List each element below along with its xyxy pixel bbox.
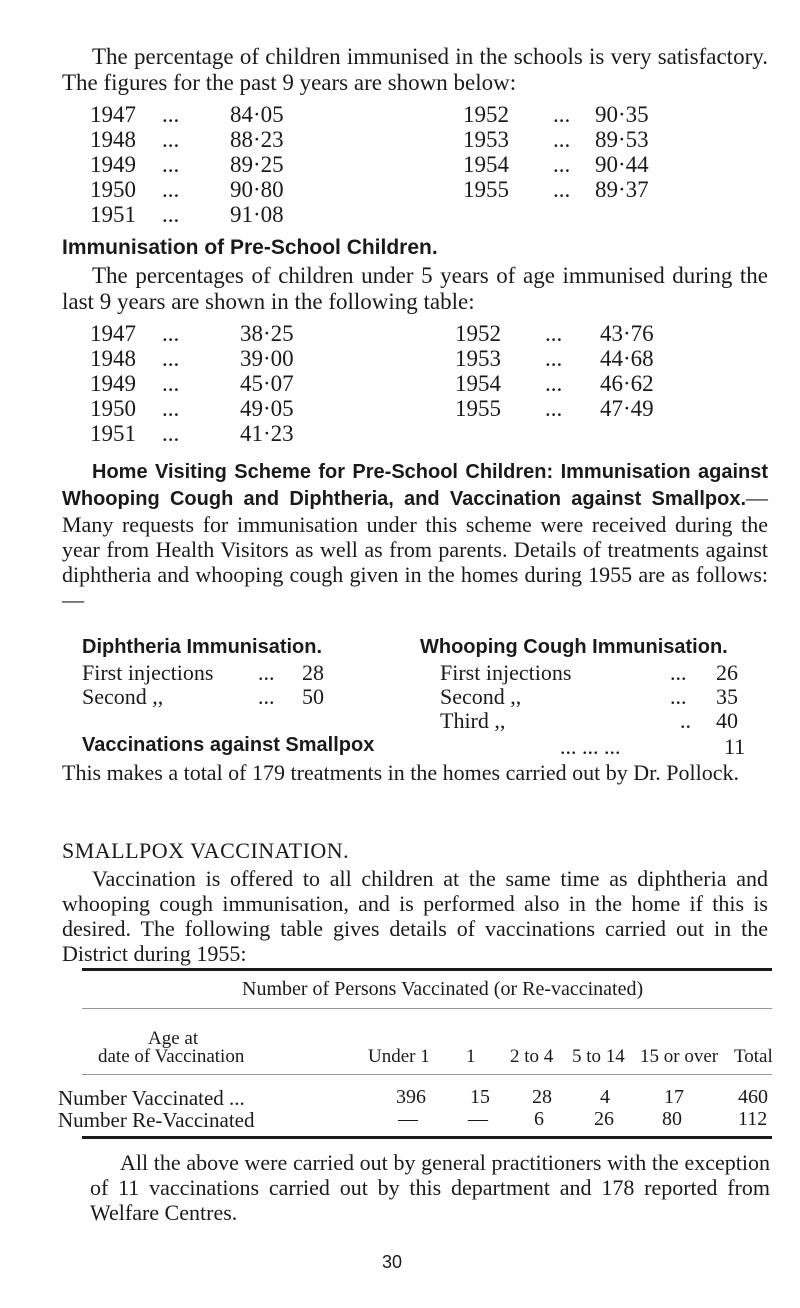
row-label: Number Re-Vaccinated	[58, 1108, 255, 1132]
smallpox-home-value: 11	[724, 734, 746, 759]
smallpox-text: Vaccination is offered to all children at the same time as diphtheria and whooping cough immunisation, and is performed also in the home if this is desired. The following table gives details of vaccinations carried out in the District during 1955:	[62, 866, 768, 966]
table-top-rule	[82, 968, 772, 971]
list-item: Third ,,	[440, 708, 506, 733]
home-visiting-heading: Home Visiting Scheme for Pre-School Children: Immunisation against Whooping Cough and Diphtheria, and Vaccination against Smallpox.	[62, 461, 768, 510]
total-paragraph: This makes a total of 179 treatments in the homes carried out by Dr. Pollock.	[62, 760, 739, 785]
smallpox-paragraph	[62, 866, 768, 966]
column-header: 2 to 4	[510, 1046, 554, 1067]
column-header: Under 1	[368, 1046, 430, 1067]
age-header-line1: Age at	[148, 1028, 199, 1049]
column-header: 15 or over	[640, 1046, 719, 1067]
whooping-title: Whooping Cough Immunisation.	[420, 636, 728, 658]
document-page: The percentage of children immunised in the schools is very satisfactory. The figures for the past 9 years are shown below: 1947 ... 84·05 1948 ... 88·23 1949 ... 89·25 1950 ... 90·80 1951 ... 91·08 1952 ... 90·35 1953 ... 89·53 1954 ... 90·44 1955 ... 89·37 Immunisation of Pre-School Children. The percentages of children under 5 years of age immunised during the last 9 years are shown in the following table: 1947 ... 38·25 1948 ... 39·00 1949 ... 45·07 1950 ... 49·05 1951 ... 41·23 1952 ... 43·76 1953 ... 44·68 1954 ... 46·62 1955 ... 47·49 Home Visiting Scheme for Pre-School Children: Immunisation against Whooping Cough and Diphtheria, and Vaccination against Smallpox.—Many requests for immunisation under this scheme were received during the year from Health Visitors as well as from parents. Details of treatments against diphtheria and whooping cough given in the homes during 1955 are as follows:— Diphtheria Immunisation. Whooping Cough Immunisation. First injections ... 28 Second ,, ... 50 First injections ... 26 Second ,, ... 35 Third ,, .. 40 Vaccinations against Smallpox ... ... ... 11 This makes a total of 179 treatments in the homes carried out by Dr. Pollock. SMALLPOX VACCINATION. Vaccination is offered to all children at the same time as diphtheria and whooping cough immunisation, and is performed also in the home if this is desired. The following table gives details of vaccinations carried out in the District during 1955: Number of Persons Vaccinated (or Re-vaccinated) Age at date of Vaccination Under 1 1 2 to 4 5 to 14 15 or over Total Number Vaccinated ... 396 15 28 4 17 460 Number Re-Vaccinated — — 6 26 80 112 All the above were carried out by general practitioners with the exception of 11 vaccinations carried out by this department and 178 reported from Welfare Centres. 30	[58, 44, 773, 1272]
home-visiting-text: —Many requests for immunisation under this scheme were received during the year from Health Visitors as well as from parents. Details of treatments against diphtheria and whooping cough given in the homes during 1955 are as follows:—	[62, 485, 768, 612]
table-bottom-rule	[82, 1136, 772, 1139]
intro-paragraph	[62, 44, 768, 96]
footer-text: All the above were carried out by general practitioners with the exception of 11 vaccinations carried out by this department and 178 reported from Welfare Centres.	[90, 1150, 770, 1225]
smallpox-heading: SMALLPOX VACCINATION.	[62, 838, 350, 863]
list-item: Second ,,	[82, 684, 164, 709]
column-header: Total	[734, 1046, 773, 1067]
smallpox-home-label: Vaccinations against Smallpox	[82, 734, 375, 756]
page-number: 30	[382, 1252, 403, 1272]
column-header: 1	[466, 1046, 476, 1067]
table-header-rule	[82, 1008, 772, 1009]
table-body-rule	[82, 1074, 772, 1075]
list-item: Second ,,	[440, 684, 522, 709]
list-item: First injections	[82, 660, 214, 685]
row-label: Number Vaccinated ...	[58, 1086, 245, 1110]
list-item: First injections	[440, 660, 572, 685]
preschool-text: The percentages of children under 5 years of age immunised during the last 9 years are shown in the following table:	[62, 263, 768, 314]
intro-text: The percentage of children immunised in the schools is very satisfactory. The figures for the past 9 years are shown below:	[62, 44, 768, 95]
preschool-heading: Immunisation of Pre-School Children.	[62, 236, 438, 259]
preschool-paragraph	[62, 263, 768, 315]
age-header-line2: date of Vaccination	[98, 1046, 245, 1067]
home-visiting-paragraph	[62, 458, 768, 612]
column-header: 5 to 14	[572, 1046, 625, 1067]
footer-paragraph	[90, 1150, 770, 1225]
vaccination-table-title: Number of Persons Vaccinated (or Re-vaccinated)	[242, 978, 644, 1000]
diphtheria-title: Diphtheria Immunisation.	[82, 636, 323, 658]
